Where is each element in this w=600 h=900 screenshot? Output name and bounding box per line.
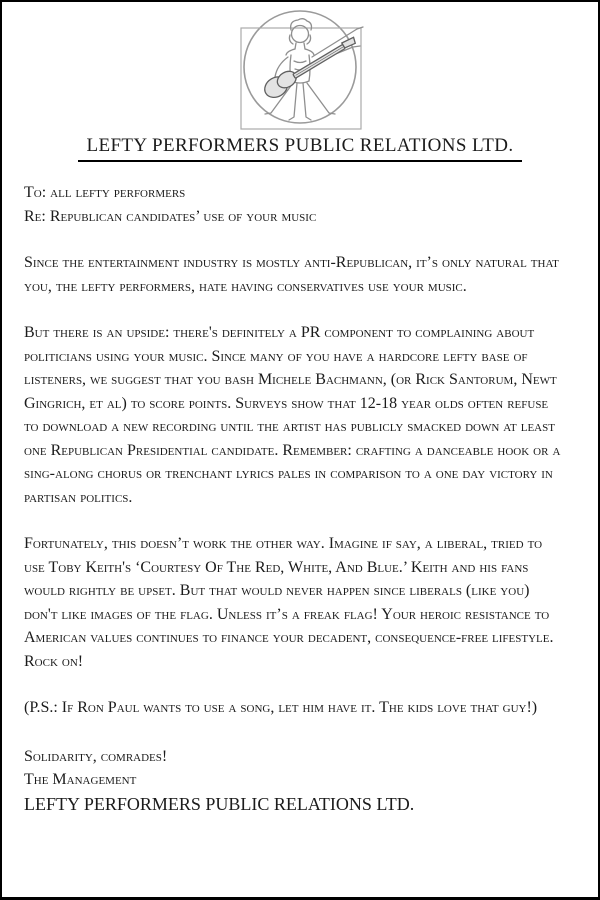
- body-paragraph-3: Fortunately, this doesn’t work the other way. Imagine if say, a liberal, tried to use Toby Keith's ‘Courtesy Of The Red, White, And Blue.’ Keith and his fans would rightly be upset. But that would never happen since liberals (like you) don't like images of the flag. Unless it’s a freak flag! Your heroic resistance to American values continues to finance your decadent, consequence-free lifestyle. Rock on!: [24, 535, 554, 670]
- body-paragraph-ps: (P.S.: If Ron Paul wants to use a song, let him have it. The kids love that guy!): [24, 699, 538, 716]
- closing-block: [24, 745, 566, 817]
- logo-container: [2, 2, 598, 131]
- body-paragraph-2: But there is an upside: there's definitely a PR component to complaining about politicians using your music. Since many of you have a hardcore lefty base of listeners, we suggest that you bash Michele Bachmann, (or Rick Santorum, Newt Gingrich, et al) to score points. Surveys show that 12-18 year olds often refuse to download a new recording until the artist has publicly smacked down at least one Republican Presidential candidate. Remember: crafting a danceable hook or a sing-along chorus or trenchant lyrics pales in comparison to a one day victory in partisan politics.: [24, 324, 561, 506]
- memo-block: [24, 181, 566, 228]
- letter-body: [2, 181, 598, 816]
- closing-company-name: LEFTY PERFORMERS PUBLIC RELATIONS LTD.: [24, 793, 415, 814]
- header: [2, 135, 598, 162]
- body-paragraph-1: Since the entertainment industry is mostly anti-Republican, it’s only natural that you, the lefty performers, hate having conservatives use your music.: [24, 254, 559, 295]
- vitruvian-man-guitar-icon: [205, 7, 395, 132]
- closing-signoff: The Management: [24, 771, 137, 788]
- memo-re-line: Re: Republican candidates’ use of your music: [24, 207, 317, 225]
- closing-salutation: Solidarity, comrades!: [24, 747, 168, 765]
- page-title: LEFTY PERFORMERS PUBLIC RELATIONS LTD.: [78, 135, 521, 162]
- memo-to-line: To: all lefty performers: [24, 184, 186, 201]
